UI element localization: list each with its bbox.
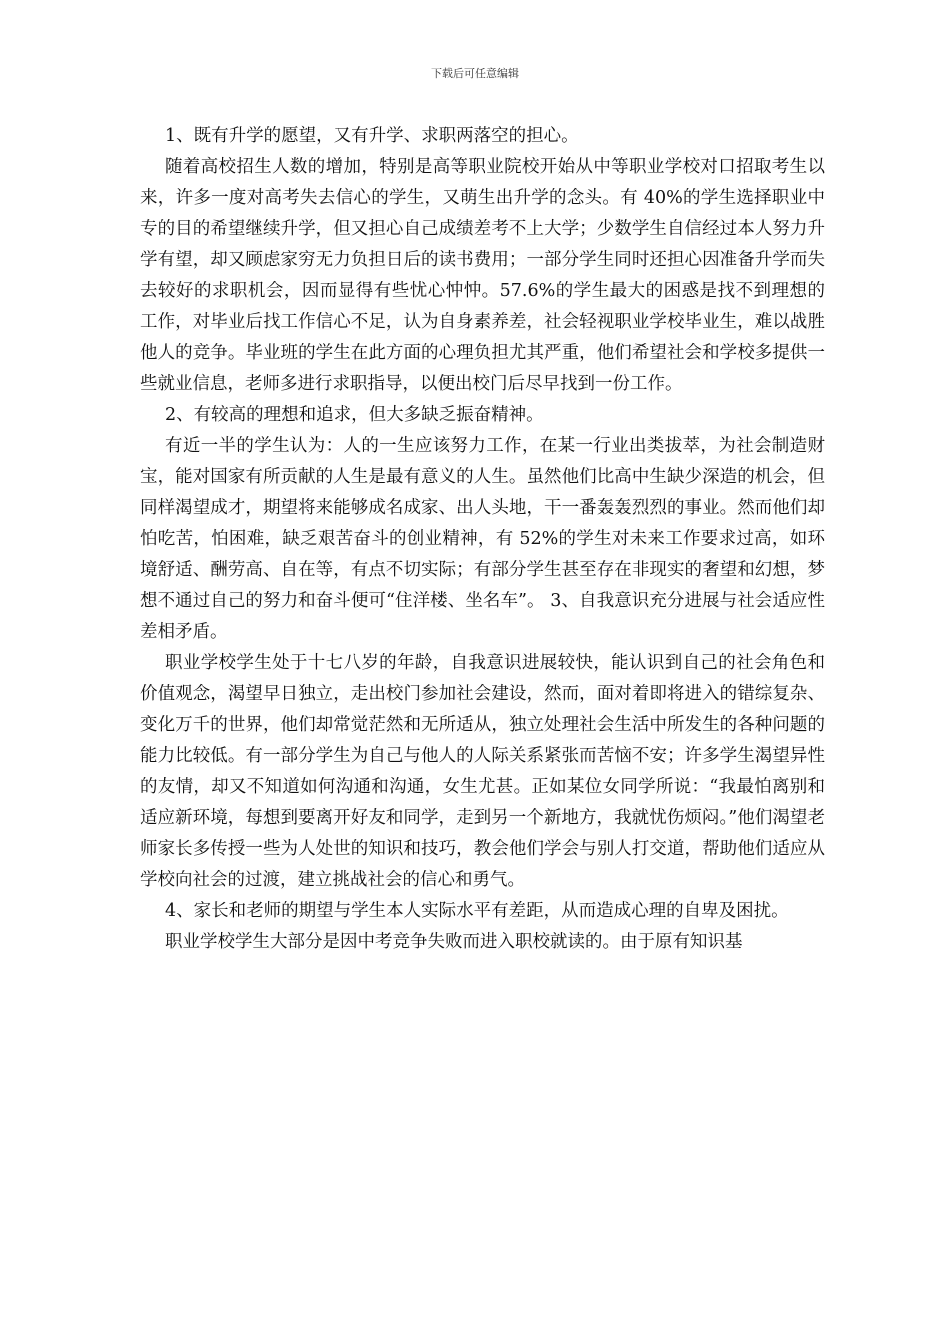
paragraph: 随着高校招生人数的增加，特别是高等职业院校开始从中等职业学校对口招取考生以来，许多一度对高考失去信心的学生，又萌生出升学的念头。有 40%的学生选择职业中专的目的希望继续升学，但又担心自己成绩差考不上大学；少数学生自信经过本人努力升学有望，却又顾虑家穷无力负担日后的读书费用；一部分学生同时还担心因准备升学而失去较好的求职机会，因而显得有些忧心忡忡。57.6%的学生最大的困惑是找不到理想的工作，对毕业后找工作信心不足，认为自身素养差，社会轻视职业学校毕业生，难以战胜他人的竞争。毕业班的学生在此方面的心理负担尤其严重，他们希望社会和学校多提供一些就业信息，老师多进行求职指导，以便出校门后尽早找到一份工作。 — [140, 157, 825, 394]
paragraph: 2、有较高的理想和追求，但大多缺乏振奋精神。 — [165, 405, 544, 425]
document-body — [140, 121, 825, 958]
paragraph: 职业学校学生大部分是因中考竞争失败而进入职校就读的。由于原有知识基 — [165, 932, 743, 952]
page-header: 下载后可任意编辑 — [431, 67, 519, 80]
paragraph: 有近一半的学生认为：人的一生应该努力工作，在某一行业出类拔萃，为社会制造财宝，能对国家有所贡献的人生是最有意义的人生。虽然他们比高中生缺少深造的机会，但同样渴望成才，期望将来能够成名成家、出人头地，干一番轰轰烈烈的事业。然而他们却怕吃苦，怕困难，缺乏艰苦奋斗的创业精神，有 52%的学生对未来工作要求过高，如环境舒适、酬劳高、自在等，有点不切实际；有部分学生甚至存在非现实的奢望和幻想，梦想不通过自己的努力和奋斗便可“住洋楼、坐名车”。 3、自我意识充分进展与社会适应性差相矛盾。 — [140, 436, 825, 642]
paragraph: 职业学校学生处于十七八岁的年龄，自我意识进展较快，能认识到自己的社会角色和价值观念，渴望早日独立，走出校门参加社会建设，然而，面对着即将进入的错综复杂、变化万千的世界，他们却常觉茫然和无所适从，独立处理社会生活中所发生的各种问题的能力比较低。有一部分学生为自己与他人的人际关系紧张而苦恼不安；许多学生渴望异性的友情，却又不知道如何沟通和沟通，女生尤甚。正如某位女同学所说：“我最怕离别和适应新环境，每想到要离开好友和同学，走到另一个新地方，我就忧伤烦闷。”他们渴望老师家长多传授一些为人处世的知识和技巧，教会他们学会与别人打交道，帮助他们适应从学校向社会的过渡，建立挑战社会的信心和勇气。 — [140, 653, 825, 890]
paragraph: 4、家长和老师的期望与学生本人实际水平有差距，从而造成心理的自卑及困扰。 — [165, 901, 789, 921]
paragraph: 1、既有升学的愿望，又有升学、求职两落空的担心。 — [165, 126, 579, 146]
